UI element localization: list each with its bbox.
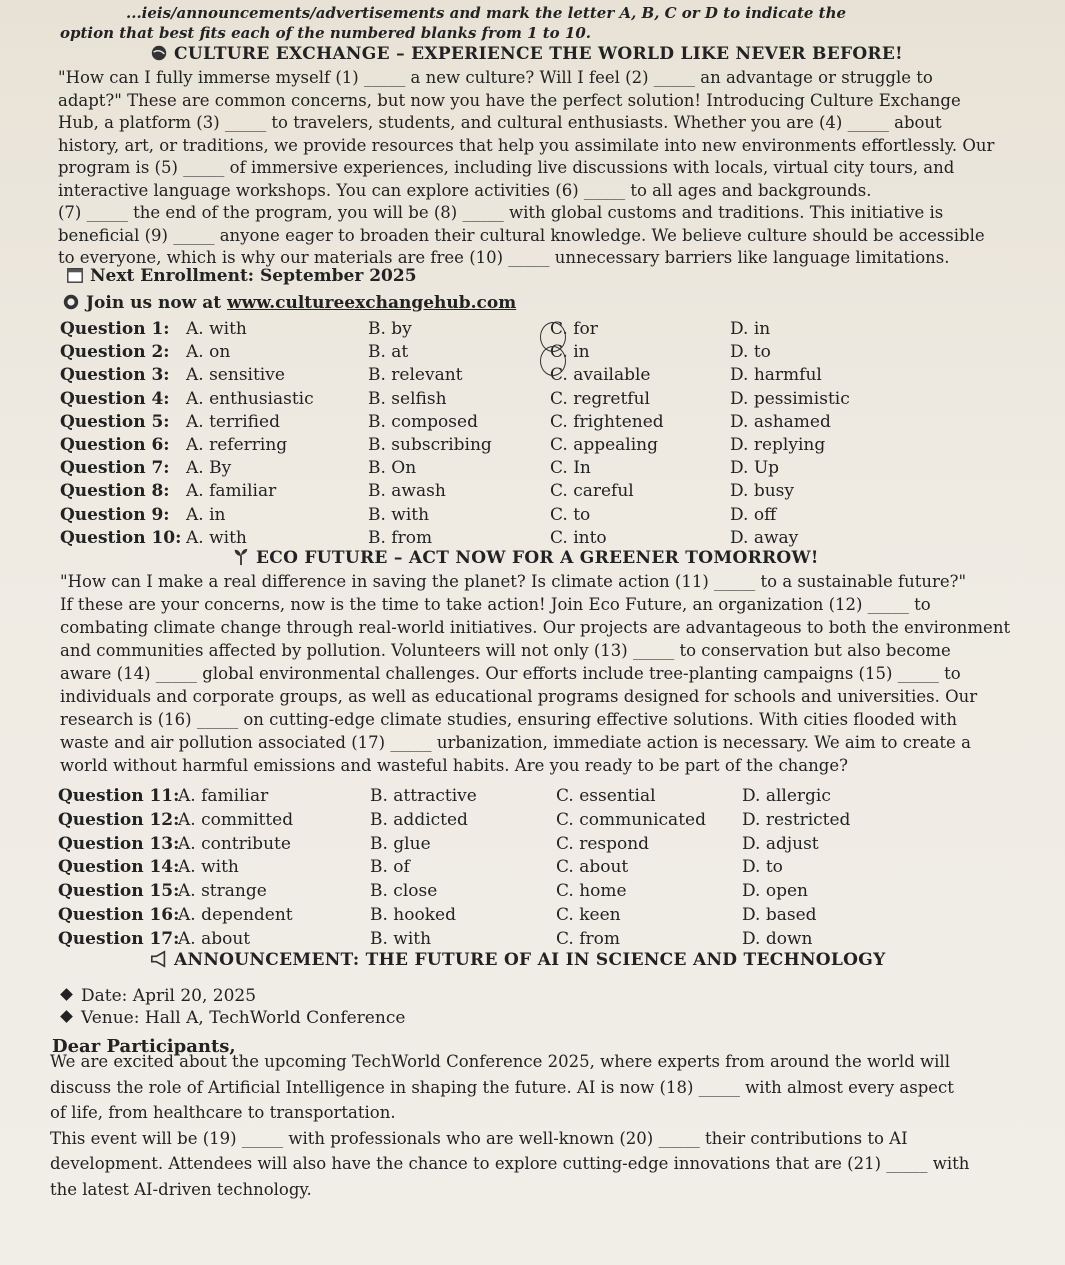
calendar-icon (66, 266, 84, 284)
answer-option[interactable]: A. committed (178, 809, 294, 830)
answer-option[interactable]: A. terrified (186, 411, 280, 432)
join-row (62, 293, 516, 313)
section3-passage-line: discuss the role of Artificial Intelligence in shaping the future. AI is now (18) _____ with almost every aspect (50, 1077, 954, 1097)
answer-option[interactable]: A. with (186, 527, 247, 548)
question-label: Question 16: (58, 905, 180, 925)
section2-passage-line: waste and air pollution associated (17) _____ urbanization, immediate action is necessary. We aim to create a (60, 733, 971, 752)
join-text: Join us now at (86, 293, 222, 313)
section2-passage-line: If these are your concerns, now is the time to take action! Join Eco Future, an organization (12) _____ to (60, 595, 931, 614)
section1-passage-line: history, art, or traditions, we provide resources that help you assimilate into new environments effortlessly. Our (58, 135, 995, 155)
event-venue (62, 1008, 405, 1028)
answer-option[interactable]: C. appealing (550, 435, 659, 455)
answer-option[interactable]: A. strange (178, 881, 267, 902)
answer-option[interactable]: B. of (370, 857, 410, 878)
question-label: Question 1: (60, 319, 170, 339)
question-label: Question 9: (60, 504, 170, 525)
enrollment-row (66, 266, 417, 286)
answer-option[interactable]: B. glue (370, 833, 431, 854)
bullet-diamond-icon (60, 1010, 73, 1023)
section2-passage-line: "How can I make a real difference in saving the planet? Is climate action (11) _____ to a sustainable future?" (60, 572, 967, 591)
answer-option[interactable]: D. off (730, 504, 777, 525)
answer-option[interactable]: D. open (742, 881, 808, 902)
bullet-diamond-icon (60, 988, 73, 1001)
answer-option[interactable]: D. to (742, 857, 783, 878)
answer-option[interactable]: D. harmful (730, 365, 822, 386)
section1-passage-line: "How can I fully immerse myself (1) _____ a new culture? Will I feel (2) _____ an advantage or struggle to (58, 68, 933, 87)
question-label: Question 3: (60, 365, 170, 386)
section2-passage-line: aware (14) _____ global environmental challenges. Our efforts include tree-planting campaigns (15) _____ to (60, 664, 961, 683)
section2-passage-line: research is (16) _____ on cutting-edge climate studies, ensuring effective solutions. With cities flooded with (60, 710, 957, 729)
website-link[interactable]: www.cultureexchangehub.com (227, 293, 517, 313)
answer-option[interactable]: B. addicted (370, 809, 468, 830)
section3-passage-line: This event will be (19) _____ with professionals who are well-known (20) _____ their contributions to AI (50, 1128, 908, 1148)
answer-option[interactable]: A. familiar (186, 481, 277, 502)
answer-option[interactable]: A. referring (186, 435, 288, 455)
web-icon (62, 293, 80, 311)
answer-option[interactable]: C. home (556, 881, 627, 902)
answer-option[interactable]: A. sensitive (186, 365, 285, 386)
section3-passage-line: of life, from healthcare to transportation. (50, 1103, 396, 1122)
plant-icon (232, 548, 250, 566)
section2-passage-line: world without harmful emissions and wasteful habits. Are you ready to be part of the change? (60, 756, 848, 775)
question-label: Question 17: (58, 928, 180, 949)
answer-option[interactable]: D. busy (730, 481, 794, 502)
answer-option[interactable]: C. essential (556, 786, 656, 806)
answer-option[interactable]: C. for (550, 319, 598, 339)
answer-option[interactable]: B. by (368, 319, 412, 339)
section3-passage-line: We are excited about the upcoming TechWorld Conference 2025, where experts from around the world will (50, 1052, 950, 1071)
answer-option[interactable]: D. restricted (742, 809, 851, 830)
section1-passage-line: adapt?" These are common concerns, but now you have the perfect solution! Introducing Culture Exchange (58, 90, 961, 110)
answer-option[interactable]: D. pessimistic (730, 388, 850, 409)
answer-option[interactable]: C. keen (556, 905, 621, 925)
answer-option[interactable]: A. dependent (178, 905, 293, 925)
answer-option[interactable]: D. to (730, 342, 771, 363)
question-label: Question 14: (58, 857, 180, 878)
answer-option[interactable]: B. hooked (370, 905, 456, 925)
question-label: Question 5: (60, 411, 170, 432)
section1-passage-line: program is (5) _____ of immersive experiences, including live discussions with locals, virtual city tours, and (58, 158, 955, 177)
answer-option[interactable]: D. allergic (742, 786, 831, 806)
answer-option[interactable]: C. to (550, 504, 591, 525)
section1-title-wrap (150, 44, 903, 64)
question-label: Question 11: (58, 786, 180, 806)
answer-option[interactable]: B. subscribing (368, 435, 492, 455)
section2-title: ECO FUTURE – ACT NOW FOR A GREENER TOMORROW! (256, 548, 819, 568)
answer-circle-q2 (540, 346, 566, 376)
answer-option[interactable]: A. contribute (178, 833, 291, 854)
question-label: Question 13: (58, 833, 180, 854)
question-label: Question 10: (60, 527, 182, 548)
section1-passage-line: Hub, a platform (3) _____ to travelers, students, and cultural enthusiasts. Whether you are (4) _____ about (58, 113, 942, 132)
intro-line-2: option that best fits each of the numbered blanks from 1 to 10. (60, 24, 591, 42)
answer-option[interactable]: A. with (178, 857, 239, 878)
answer-option[interactable]: A. in (186, 504, 226, 525)
answer-option[interactable]: D. Up (730, 458, 780, 479)
event-date-text: Date: April 20, 2025 (81, 986, 257, 1006)
question-label: Question 2: (60, 342, 170, 363)
answer-option[interactable]: B. On (368, 458, 417, 479)
answer-option[interactable]: D. away (730, 527, 799, 548)
megaphone-icon (150, 950, 168, 968)
answer-option[interactable]: B. at (368, 342, 409, 363)
event-date (62, 986, 256, 1006)
answer-option[interactable]: C. in (550, 342, 590, 363)
answer-option[interactable]: B. with (370, 928, 432, 949)
section2-passage-line: individuals and corporate groups, as well as educational programs designed for schools and universities. Our (60, 687, 978, 706)
section3-passage-line: the latest AI-driven technology. (50, 1179, 312, 1199)
answer-option[interactable]: D. ashamed (730, 411, 831, 432)
section1-title: CULTURE EXCHANGE – EXPERIENCE THE WORLD LIKE NEVER BEFORE! (174, 44, 903, 64)
answer-option[interactable]: B. with (368, 504, 430, 525)
section2-passage-line: and communities affected by pollution. Volunteers will not only (13) _____ to conservation but also become (60, 641, 951, 660)
section3-title-wrap (150, 950, 886, 970)
answer-option[interactable]: D. in (730, 319, 771, 339)
salutation: Dear Participants, (52, 1036, 236, 1057)
answer-option[interactable]: B. attractive (370, 786, 477, 806)
question-label: Question 15: (58, 881, 180, 902)
event-venue-text: Venue: Hall A, TechWorld Conference (81, 1008, 406, 1028)
answer-option[interactable]: C. into (550, 527, 607, 548)
answer-option[interactable]: C. regretful (550, 388, 650, 409)
answer-option[interactable]: A. on (186, 342, 231, 363)
answer-option[interactable]: B. close (370, 881, 438, 902)
answer-option[interactable]: C. In (550, 458, 591, 479)
section1-passage-line: beneficial (9) _____ anyone eager to broaden their cultural knowledge. We believe culture should be accessible (58, 225, 985, 245)
section1-passage-line: interactive language workshops. You can explore activities (6) _____ to all ages and backgrounds. (58, 180, 872, 200)
intro-line-1: ...ieis/announcements/advertisements and mark the letter A, B, C or D to indicate the (126, 4, 847, 22)
question-label: Question 12: (58, 809, 180, 830)
answer-option[interactable]: C. from (556, 928, 620, 949)
answer-option[interactable]: B. from (368, 527, 433, 548)
answer-option[interactable]: A. enthusiastic (186, 388, 314, 409)
section2-passage-line: combating climate change through real-world initiatives. Our projects are advantageous to both the environment (60, 618, 1011, 637)
answer-option[interactable]: D. based (742, 905, 817, 925)
answer-option[interactable]: A. about (178, 928, 251, 949)
answer-option[interactable]: B. relevant (368, 365, 463, 386)
section3-passage-line: development. Attendees will also have the chance to explore cutting-edge innovations that are (21) _____ with (50, 1154, 970, 1173)
answer-option[interactable]: D. down (742, 928, 813, 949)
question-label: Question 6: (60, 435, 170, 455)
section3-title: ANNOUNCEMENT: THE FUTURE OF AI IN SCIENCE AND TECHNOLOGY (174, 950, 886, 970)
question-label: Question 4: (60, 388, 170, 409)
answer-option[interactable]: A. By (186, 458, 232, 479)
answer-option[interactable]: C. about (556, 857, 629, 878)
answer-option[interactable]: B. selfish (368, 388, 447, 409)
answer-option[interactable]: B. awash (368, 481, 446, 502)
section1-passage-line: (7) _____ the end of the program, you will be (8) _____ with global customs and traditions. This initiative is (58, 203, 944, 222)
answer-option[interactable]: A. familiar (178, 786, 269, 806)
section2-title-wrap (232, 548, 819, 568)
globe-icon (150, 44, 168, 62)
enrollment-text: Next Enrollment: September 2025 (90, 266, 417, 286)
answer-option[interactable]: D. replying (730, 435, 826, 455)
section1-passage-line: to everyone, which is why our materials are free (10) _____ unnecessary barriers like language limitations. (58, 248, 950, 267)
question-label: Question 7: (60, 458, 170, 479)
answer-option[interactable]: C. available (550, 365, 651, 386)
answer-option[interactable]: C. careful (550, 481, 634, 502)
answer-option[interactable]: A. with (186, 319, 247, 339)
answer-option[interactable]: C. frightened (550, 411, 664, 432)
question-label: Question 8: (60, 481, 170, 502)
answer-option[interactable]: C. respond (556, 833, 650, 854)
answer-option[interactable]: D. adjust (742, 833, 819, 854)
answer-option[interactable]: B. composed (368, 411, 478, 432)
answer-option[interactable]: C. communicated (556, 809, 706, 830)
